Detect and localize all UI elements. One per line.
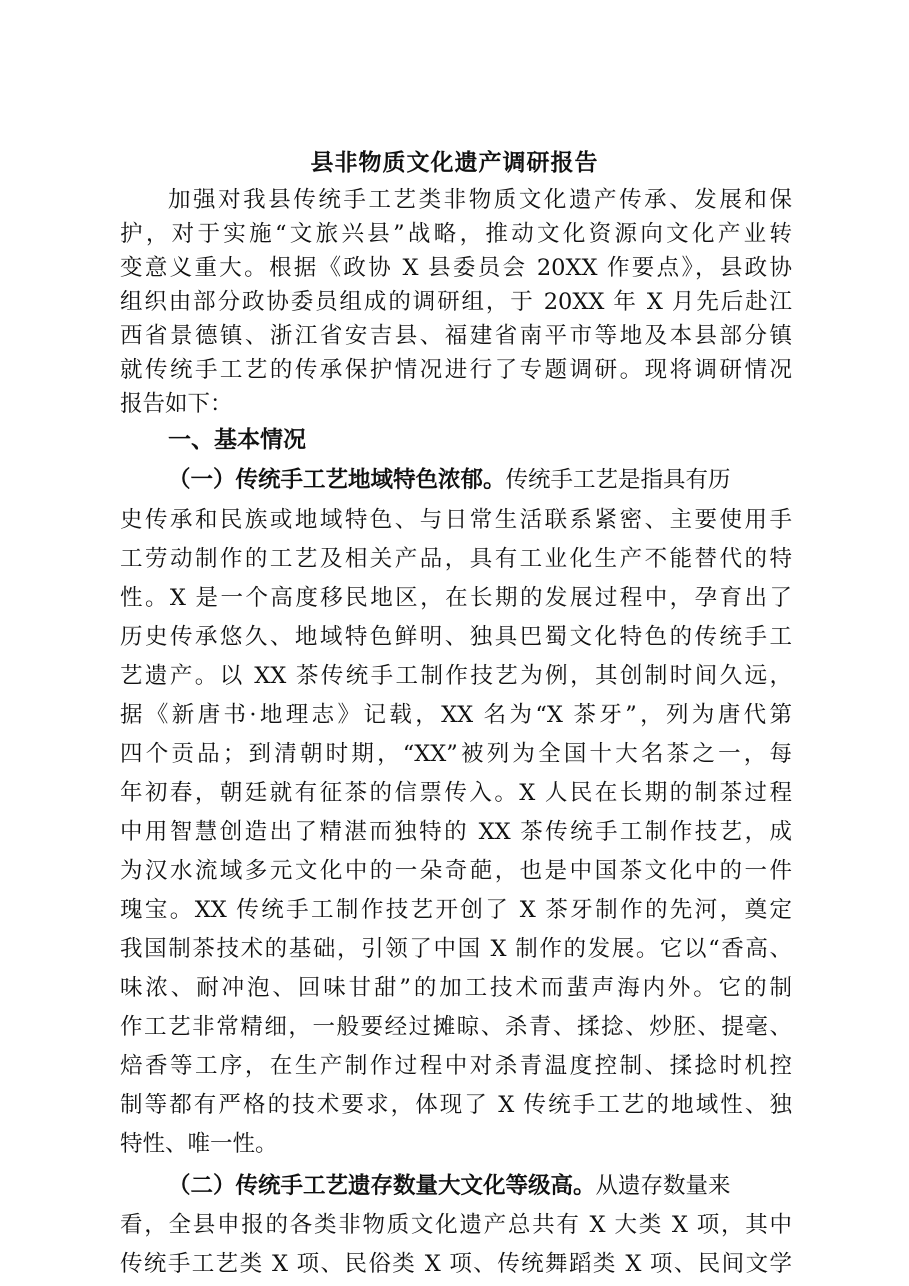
paragraph-line: 工劳动制作的工艺及相关产品，具有工业化生产不能替代的特 [120, 546, 792, 572]
paragraph-line: 瑰宝。XX 传统手工制作技艺开创了 X 茶牙制作的先河，奠定 [120, 897, 792, 923]
document-title: 县非物质文化遗产调研报告 [310, 149, 599, 176]
paragraph-line: 年初春，朝廷就有征茶的信票传入。X 人民在长期的制茶过程 [120, 780, 792, 806]
paragraph-text: 传统手工艺是指具有历 [505, 467, 731, 493]
subsection-heading: （一）传统手工艺地域特色浓郁。 [168, 467, 506, 493]
subsection-first-line [168, 1166, 792, 1206]
paragraph-line: 护，对于实施“文旅兴县”战略，推动文化资源向文化产业转 [120, 221, 792, 247]
paragraph-line: 艺遗产。以 XX 茶传统手工制作技艺为例，其创制时间久远， [120, 663, 792, 689]
paragraph-line: 变意义重大。根据《政协 X 县委员会 20XX 作要点》，县政协 [120, 255, 792, 281]
section-heading: 一、基本情况 [168, 427, 306, 453]
subsection-heading: （二）传统手工艺遗存数量大文化等级高。 [168, 1173, 596, 1199]
paragraph-line: 中用智慧创造出了精湛而独特的 XX 茶传统手工制作技艺，成 [120, 819, 792, 845]
paragraph-line: 历史传承悠久、地域特色鲜明、独具巴蜀文化特色的传统手工 [120, 624, 792, 650]
paragraph-line: 性。X 是一个高度移民地区，在长期的发展过程中，孕育出了 [120, 585, 792, 611]
paragraph-line: 四个贡品；到清朝时期，“XX”被列为全国十大名茶之一，每 [120, 741, 792, 767]
paragraph-line: 西省景德镇、浙江省安吉县、福建省南平市等地及本县部分镇 [120, 323, 792, 349]
paragraph-line: 据《新唐书·地理志》记载，XX 名为“X 茶牙”，列为唐代第 [120, 702, 792, 728]
paragraph-text: 从遗存数量来 [595, 1173, 731, 1199]
paragraph-line: 看，全县申报的各类非物质文化遗产总共有 X 大类 X 项，其中 [120, 1212, 792, 1238]
paragraph-line: 报告如下： [120, 391, 233, 417]
paragraph-line: 就传统手工艺的传承保护情况进行了专题调研。现将调研情况 [120, 357, 792, 383]
paragraph-line: 我国制茶技术的基础，引领了中国 X 制作的发展。它以“香高、 [120, 936, 792, 962]
subsection-first-line [168, 460, 792, 500]
paragraph-line: 传统手工艺类 X 项、民俗类 X 项、传统舞蹈类 X 项、民间文学 [120, 1251, 792, 1277]
paragraph-line: 组织由部分政协委员组成的调研组，于 20XX 年 X 月先后赴江 [120, 289, 792, 315]
paragraph-line: 焙香等工序，在生产制作过程中对杀青温度控制、揉捻时机控 [120, 1053, 792, 1079]
paragraph-line: 史传承和民族或地域特色、与日常生活联系紧密、主要使用手 [120, 507, 792, 533]
paragraph-line: 为汉水流域多元文化中的一朵奇葩，也是中国茶文化中的一件 [120, 858, 792, 884]
paragraph-line: 特性、唯一性。 [120, 1131, 278, 1157]
paragraph-line: 制等都有严格的技术要求，体现了 X 传统手工艺的地域性、独 [120, 1092, 792, 1118]
paragraph-line: 作工艺非常精细，一般要经过摊晾、杀青、揉捻、炒胚、提毫、 [120, 1014, 792, 1040]
paragraph-line: 加强对我县传统手工艺类非物质文化遗产传承、发展和保 [168, 187, 792, 213]
paragraph-line: 味浓、耐冲泡、回味甘甜”的加工技术而蜚声海内外。它的制 [120, 975, 792, 1001]
